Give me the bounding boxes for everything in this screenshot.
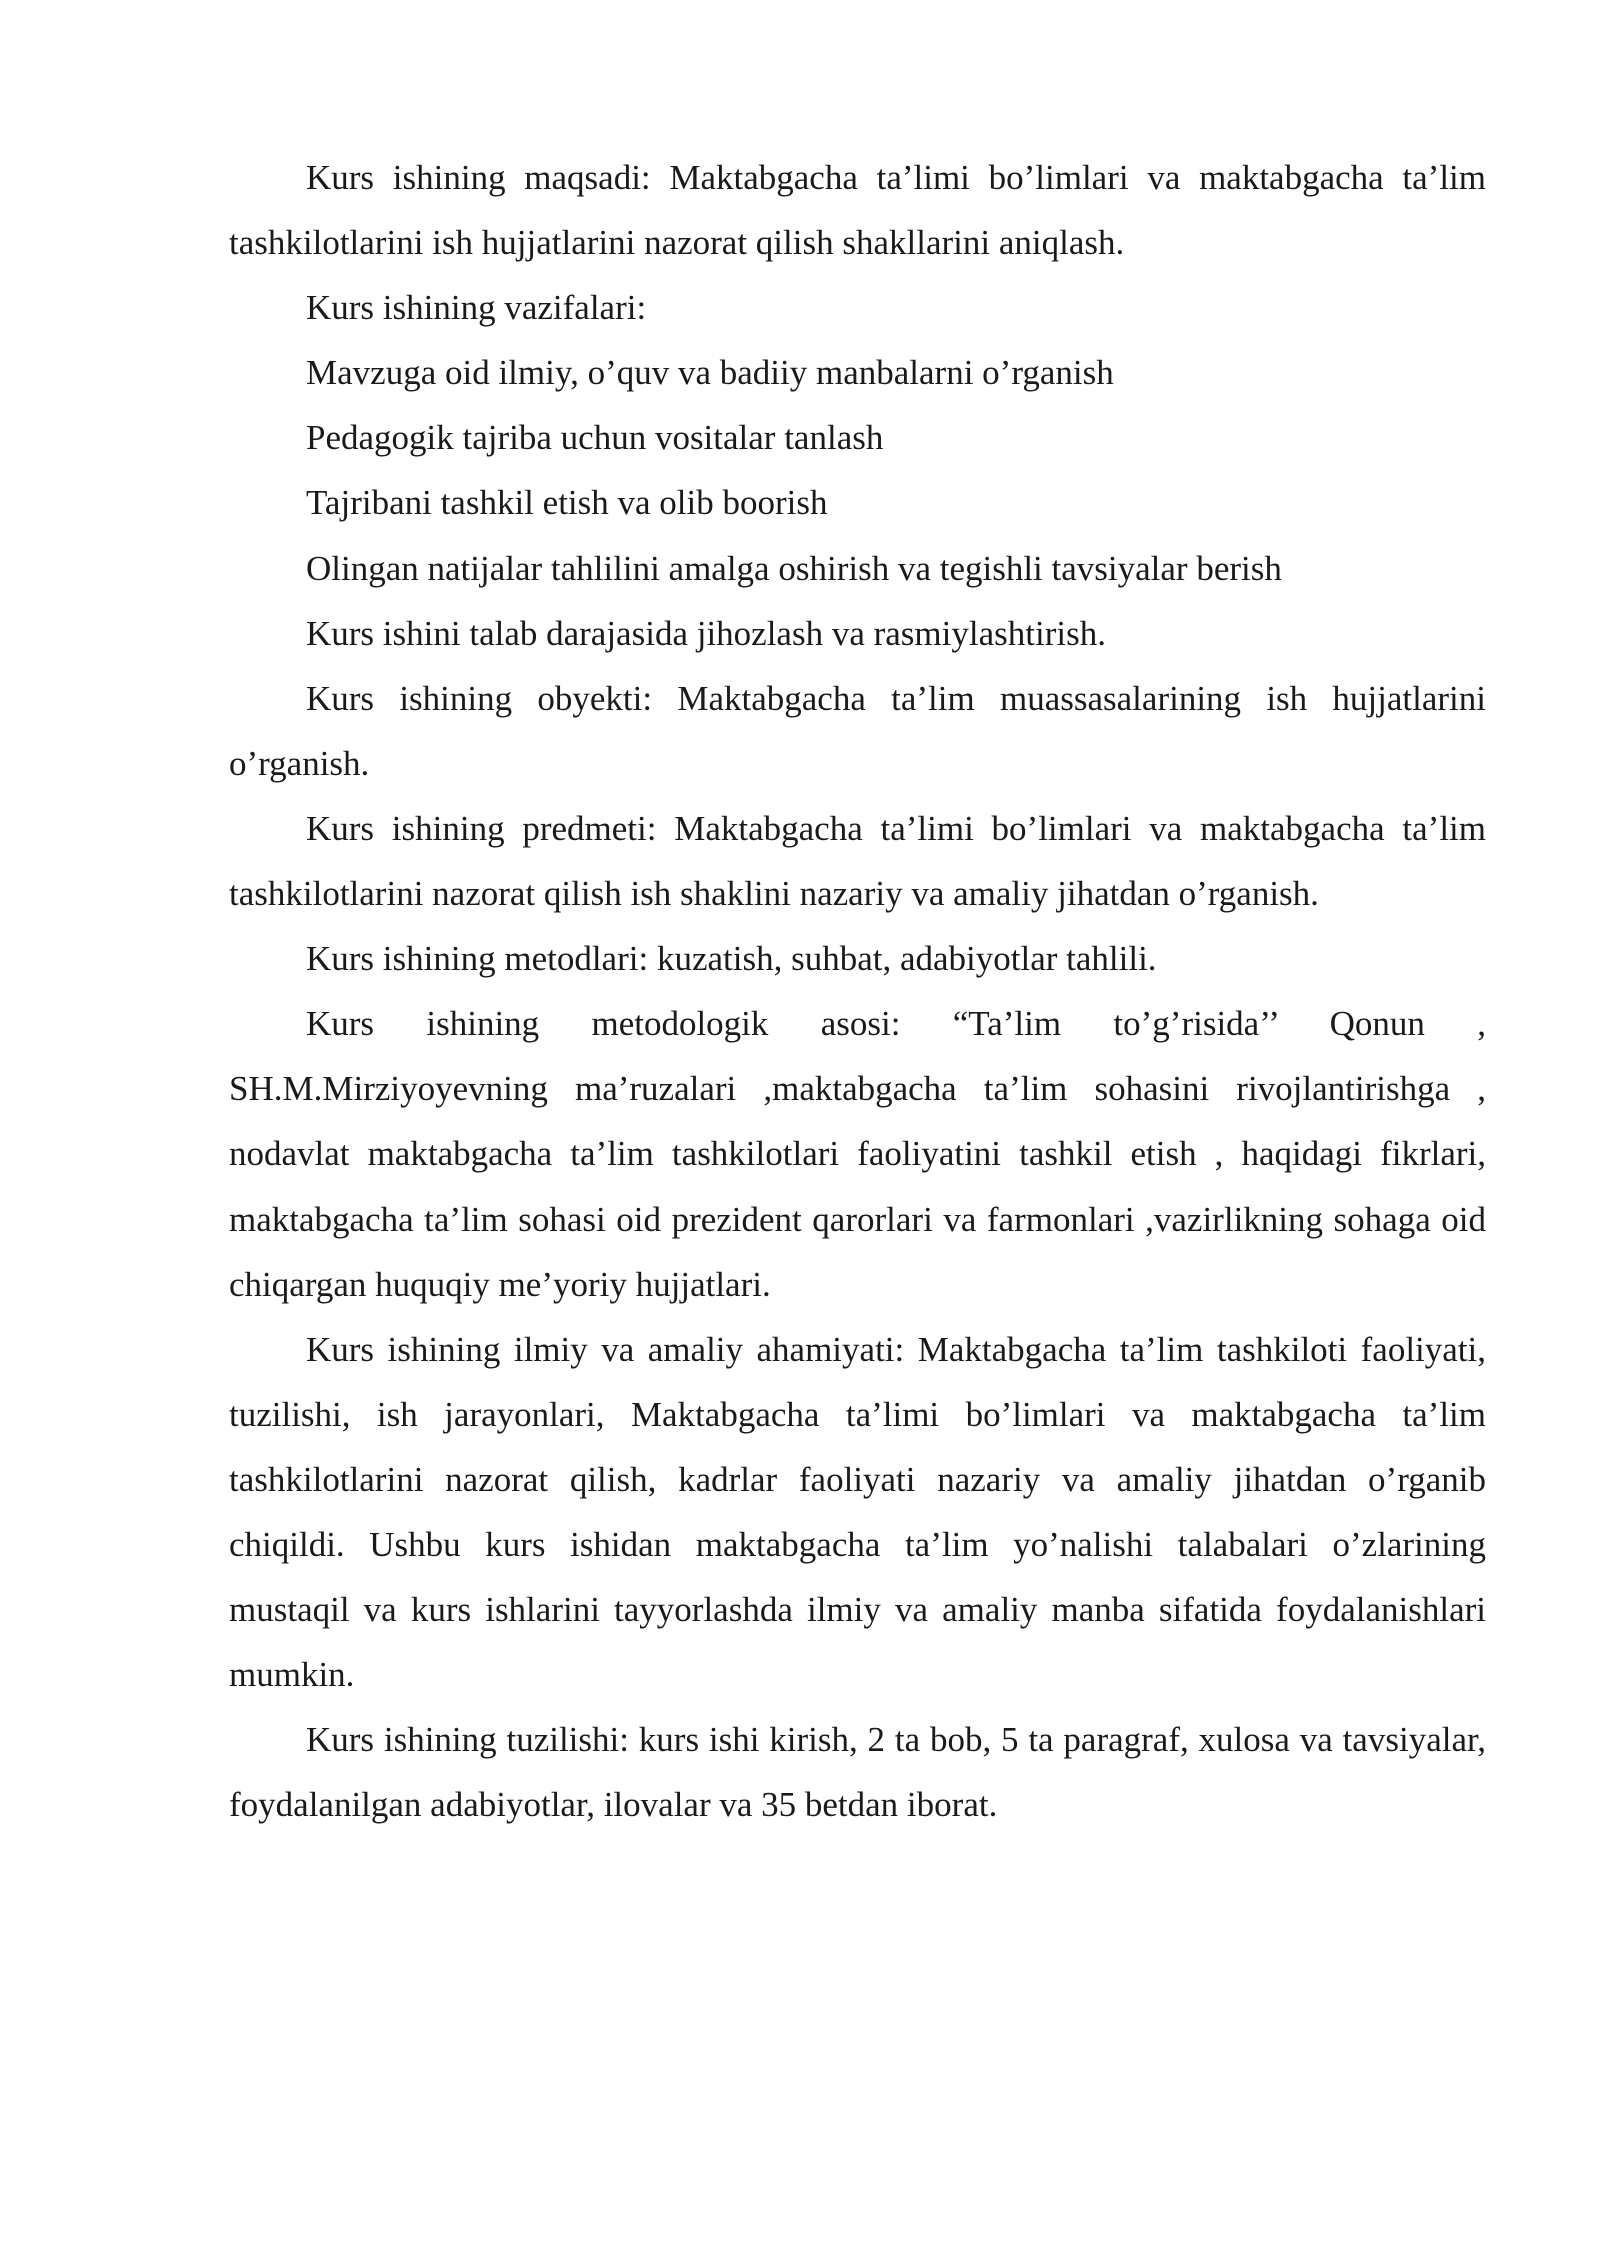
paragraph-tuzilishi: Kurs ishining tuzilishi: kurs ishi kirish, 2 ta bob, 5 ta paragraf, xulosa va tavsiyalar, foydalanilgan adabiyotlar, ilovalar va 35 betdan iborat. bbox=[229, 1720, 1486, 1825]
paragraph-metodlari: Kurs ishining metodlari: kuzatish, suhbat, adabiyotlar tahlili. bbox=[306, 939, 1157, 979]
paragraph-maqsadi: Kurs ishining maqsadi: Maktabgacha ta’limi bo’limlari va maktabgacha ta’lim tashkilotlarini ish hujjatlarini nazorat qilish shakllarini aniqlash. bbox=[229, 158, 1486, 263]
paragraph-vazifalari-heading: Kurs ishining vazifalari: bbox=[306, 288, 647, 328]
paragraph-task-5: Kurs ishini talab darajasida jihozlash va rasmiylashtirish. bbox=[306, 613, 1106, 653]
paragraph-obyekti: Kurs ishining obyekti: Maktabgacha ta’lim muassasalarining ish hujjatlarini o’rganish. bbox=[229, 678, 1486, 783]
document-body bbox=[229, 145, 1486, 1837]
paragraph-task-3: Tajribani tashkil etish va olib boorish bbox=[306, 483, 828, 523]
paragraph-predmeti: Kurs ishining predmeti: Maktabgacha ta’limi bo’limlari va maktabgacha ta’lim tashkilotlarini nazorat qilish ish shaklini nazariy va amaliy jihatdan o’rganish. bbox=[229, 808, 1486, 914]
paragraph-task-1: Mavzuga oid ilmiy, o’quv va badiiy manbalarni o’rganish bbox=[306, 353, 1114, 393]
paragraph-task-4: Olingan natijalar tahlilini amalga oshirish va tegishli tavsiyalar berish bbox=[306, 548, 1282, 588]
paragraph-task-2: Pedagogik tajriba uchun vositalar tanlash bbox=[306, 418, 884, 458]
paragraph-ahamiyati: Kurs ishining ilmiy va amaliy ahamiyati: Maktabgacha ta’lim tashkiloti faoliyati, tuzilishi, ish jarayonlari, Maktabgacha ta’limi bo’limlari va maktabgacha ta’lim tashkilotlarini nazorat qilish, kadrlar faoliyati nazariy va amaliy jihatdan o’rganib chiqildi. Ushbu kurs ishidan maktabgacha ta’lim yo’nalishi talabalari o’zlarining mustaqil va kurs ishlarini tayyorlashda ilmiy va amaliy manba sifatida foydalanishlari mumkin. bbox=[229, 1329, 1486, 1695]
paragraph-metodologik-asosi: Kurs ishining metodologik asosi: “Ta’lim to’g’risida’’ Qonun , SH.M.Mirziyoyevning ma’ruzalari ,maktabgacha ta’lim sohasini rivojlantirishga , nodavlat maktabgacha ta’lim tashkilotlari faoliyatini tashkil etish , haqidagi fikrlari, maktabgacha ta’lim sohasi oid prezident qarorlari va farmonlari ,vazirlikning sohaga oid chiqargan huquqiy me’yoriy hujjatlari. bbox=[229, 1004, 1486, 1304]
